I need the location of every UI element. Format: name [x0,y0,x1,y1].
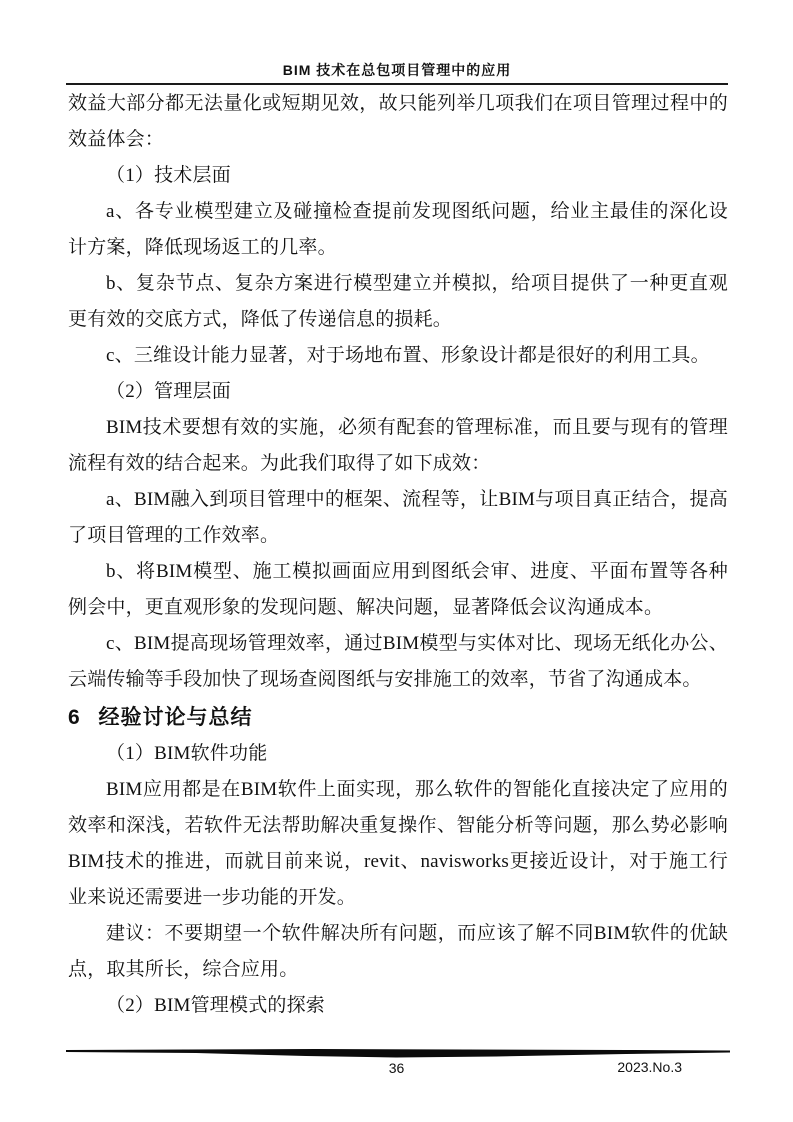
paragraph: b、将BIM模型、施工模拟画面应用到图纸会审、进度、平面布置等各种例会中，更直观形象的发现问题、解决问题，显著降低会议沟通成本。 [68,561,728,618]
running-header [66,0,728,85]
paragraph: BIM应用都是在BIM软件上面实现，那么软件的智能化直接决定了应用的效率和深浅，若软件无法帮助解决重复操作、智能分析等问题，那么势必影响BIM技术的推进，而就目前来说，revit、navisworks更接近设计，对于施工行业来说还需要进一步功能的开发。 [68,779,728,908]
paragraph: a、BIM融入到项目管理中的框架、流程等，让BIM与项目真正结合，提高了项目管理的工作效率。 [68,489,728,546]
paragraph: （2）BIM管理模式的探索 [106,995,325,1016]
article-body [68,86,728,1024]
page-number: 36 [388,1060,405,1076]
section-heading [68,700,728,736]
footer-rule [66,1049,730,1058]
header-rule [66,83,728,85]
paragraph: （1）技术层面 [106,165,231,186]
paragraph: （2）管理层面 [106,381,231,402]
issue-label: 2023.No.3 [617,1059,682,1075]
paragraph: BIM技术要想有效的实施，必须有配套的管理标准，而且要与现有的管理流程有效的结合起来。为此我们取得了如下成效： [68,417,728,474]
paragraph: 建议：不要期望一个软件解决所有问题，而应该了解不同BIM软件的优缺点，取其所长，综合应用。 [68,923,728,980]
paragraph: c、BIM提高现场管理效率，通过BIM模型与实体对比、现场无纸化办公、云端传输等手段加快了现场查阅图纸与安排施工的效率，节省了沟通成本。 [68,633,728,690]
section-number: 6 [68,706,80,729]
paragraph: （1）BIM软件功能 [106,743,268,764]
paragraph: c、三维设计能力显著，对于场地布置、形象设计都是很好的利用工具。 [106,345,710,366]
paragraph: b、复杂节点、复杂方案进行模型建立并模拟，给项目提供了一种更直观更有效的交底方式，降低了传递信息的损耗。 [68,273,728,330]
paragraph: 效益大部分都无法量化或短期见效，故只能列举几项我们在项目管理过程中的效益体会： [68,93,728,150]
paragraph: a、各专业模型建立及碰撞检查提前发现图纸问题，给业主最佳的深化设计方案，降低现场返工的几率。 [68,201,728,258]
running-header-title: BIM 技术在总包项目管理中的应用 [282,62,512,78]
section-title: 经验讨论与总结 [98,706,253,729]
